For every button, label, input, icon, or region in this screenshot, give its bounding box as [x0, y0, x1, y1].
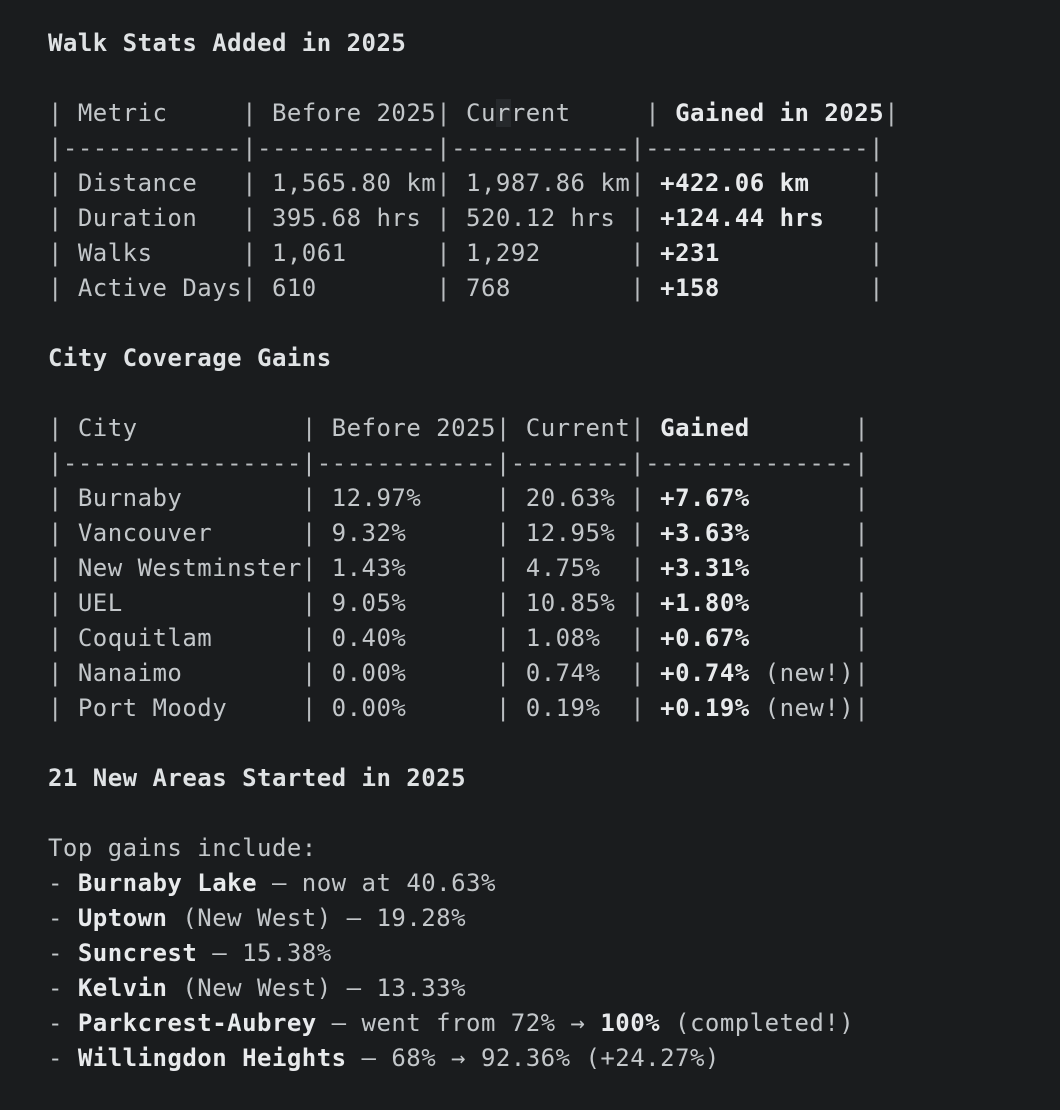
pipe: |: [630, 694, 661, 722]
cell-before: 0.00%: [331, 694, 496, 722]
cell-gained: +0.19%: [660, 694, 750, 722]
cell-metric: Duration: [77, 204, 243, 232]
pipe: |: [495, 659, 526, 687]
pipe: |: [854, 554, 870, 582]
area-detail: — went from 72% →: [331, 1009, 586, 1037]
cell-current: 10.85%: [525, 589, 631, 617]
bullet-marker: -: [48, 1009, 78, 1037]
pipe: |: [301, 484, 332, 512]
pipe: |: [630, 589, 661, 617]
cell-current: 20.63%: [525, 484, 631, 512]
pipe: |: [48, 204, 78, 232]
pipe: |: [630, 519, 661, 547]
pipe: |: [630, 624, 661, 652]
walk-stats-header-row: [48, 96, 1060, 131]
cell-current: 0.19%: [525, 694, 631, 722]
pipe: |: [301, 589, 332, 617]
table-row: [48, 516, 1060, 551]
pipe: |: [495, 694, 526, 722]
pipe: |: [854, 694, 870, 722]
pipe: |: [48, 659, 78, 687]
cell-metric: Walks: [77, 239, 243, 267]
pipe: |: [854, 414, 870, 442]
bullet-marker: -: [48, 869, 78, 897]
list-item: [48, 901, 1060, 936]
cell-gained: +0.74%: [660, 659, 750, 687]
pipe: |: [630, 484, 661, 512]
pipe: |: [645, 99, 676, 127]
pipe: |: [869, 169, 885, 197]
list-item: [48, 936, 1060, 971]
cell-city: New Westminster: [77, 554, 302, 582]
pipe: |: [48, 414, 78, 442]
city-col-city: City: [77, 414, 302, 442]
cell-gained: +422.06 km: [660, 169, 870, 197]
spacer: [48, 61, 1060, 96]
pipe: |: [436, 169, 467, 197]
pipe: |: [48, 99, 78, 127]
walk-stats-col-gained: Gained in 2025: [675, 99, 885, 127]
pipe: |: [630, 414, 661, 442]
spacer: [48, 376, 1060, 411]
pipe: |: [436, 274, 467, 302]
cell-before: 0.40%: [331, 624, 496, 652]
walk-stats-heading: Walk Stats Added in 2025: [48, 29, 407, 57]
pipe: |: [884, 99, 900, 127]
pipe: |: [436, 204, 467, 232]
cell-gained-note: [750, 589, 855, 617]
cell-city: Port Moody: [77, 694, 302, 722]
area-name: Kelvin: [77, 974, 183, 1002]
pipe: |: [48, 554, 78, 582]
list-item: [48, 866, 1060, 901]
city-coverage-rows: [48, 481, 1060, 726]
cell-metric: Distance: [77, 169, 243, 197]
cell-gained-note: (new!): [749, 694, 855, 722]
cell-current: 1.08%: [525, 624, 631, 652]
walk-stats-col-metric: Metric: [77, 99, 243, 127]
area-detail: (New West) — 19.28%: [182, 904, 467, 932]
pipe: |: [854, 624, 870, 652]
pipe: |: [301, 659, 332, 687]
cell-current: 0.74%: [525, 659, 631, 687]
cell-gained-note: [750, 554, 855, 582]
new-areas-list: [48, 866, 1060, 1076]
cell-gained-note: (new!): [749, 659, 855, 687]
cell-current: 12.95%: [525, 519, 631, 547]
cell-current: 4.75%: [525, 554, 631, 582]
cell-before: 1.43%: [331, 554, 496, 582]
pipe: |: [242, 99, 272, 127]
spacer: [48, 306, 1060, 341]
new-areas-heading: 21 New Areas Started in 2025: [48, 764, 467, 792]
area-detail: — 15.38%: [212, 939, 332, 967]
walk-stats-col-before: Before 2025: [271, 99, 437, 127]
pipe: |: [301, 554, 332, 582]
city-coverage-separator: |----------------|------------|--------|--------------|: [48, 449, 870, 477]
pipe: |: [301, 414, 332, 442]
pipe: |: [495, 414, 526, 442]
pipe: |: [630, 204, 661, 232]
area-detail-after: (completed!): [660, 1009, 855, 1037]
pipe: |: [869, 204, 885, 232]
cell-gained-note: [750, 624, 855, 652]
pipe: |: [48, 694, 78, 722]
pipe: |: [630, 169, 661, 197]
pipe: |: [48, 484, 78, 512]
pipe: |: [495, 624, 526, 652]
cell-city: Burnaby: [77, 484, 302, 512]
area-detail: (New West) — 13.33%: [182, 974, 467, 1002]
cell-before: 1,061: [271, 239, 437, 267]
cell-current: 1,987.86 km: [466, 169, 631, 197]
table-row: [48, 551, 1060, 586]
pipe: |: [495, 589, 526, 617]
spacer: [48, 726, 1060, 761]
cell-metric: Active Days: [77, 274, 243, 302]
cell-gained: +7.67%: [660, 484, 750, 512]
cell-gained: +3.31%: [660, 554, 750, 582]
cell-city: Nanaimo: [77, 659, 302, 687]
cell-gained-note: [750, 484, 855, 512]
cell-before: 395.68 hrs: [271, 204, 437, 232]
list-item: [48, 1041, 1060, 1076]
area-detail-strong: 100%: [585, 1009, 661, 1037]
cell-city: Coquitlam: [77, 624, 302, 652]
pipe: |: [869, 274, 885, 302]
cell-gained: +158: [660, 274, 870, 302]
cell-gained: +3.63%: [660, 519, 750, 547]
cell-current: 520.12 hrs: [466, 204, 631, 232]
pipe: |: [630, 554, 661, 582]
cell-before: 9.32%: [331, 519, 496, 547]
city-coverage-heading: City Coverage Gains: [48, 344, 332, 372]
cell-gained: +1.80%: [660, 589, 750, 617]
pipe: |: [301, 624, 332, 652]
pipe: |: [242, 239, 272, 267]
table-row: [48, 166, 1060, 201]
pipe: |: [242, 169, 272, 197]
cell-gained: +231: [660, 239, 870, 267]
area-detail: — 68% → 92.36% (+24.27%): [361, 1044, 720, 1072]
cell-before: 610: [271, 274, 437, 302]
pipe: |: [854, 659, 870, 687]
city-col-current: Current: [525, 414, 631, 442]
list-item: [48, 1006, 1060, 1041]
cell-current: 1,292: [466, 239, 631, 267]
spacer: [48, 796, 1060, 831]
pipe: |: [854, 519, 870, 547]
bullet-marker: -: [48, 1044, 78, 1072]
pipe: |: [869, 239, 885, 267]
cell-gained: +0.67%: [660, 624, 750, 652]
area-name: Burnaby Lake: [77, 869, 272, 897]
pipe: |: [48, 274, 78, 302]
text-cursor-cell: r: [495, 99, 511, 127]
bullet-marker: -: [48, 939, 78, 967]
table-row: [48, 201, 1060, 236]
pipe: |: [495, 554, 526, 582]
city-col-before: Before 2025: [331, 414, 496, 442]
table-row: [48, 236, 1060, 271]
city-coverage-header-row: [48, 411, 1060, 446]
table-row: [48, 621, 1060, 656]
current-label-a: Cu: [466, 99, 496, 127]
pipe: |: [630, 239, 661, 267]
pipe: |: [48, 239, 78, 267]
pipe: |: [495, 484, 526, 512]
area-name: Willingdon Heights: [77, 1044, 362, 1072]
walk-stats-rows: [48, 166, 1060, 306]
table-row: [48, 656, 1060, 691]
cell-city: Vancouver: [77, 519, 302, 547]
pipe: |: [630, 274, 661, 302]
pipe: |: [301, 519, 332, 547]
city-col-gained: Gained: [660, 414, 855, 442]
cell-before: 1,565.80 km: [271, 169, 437, 197]
walk-stats-col-current: [466, 99, 645, 127]
pipe: |: [48, 589, 78, 617]
pipe: |: [242, 204, 272, 232]
cell-gained: +124.44 hrs: [660, 204, 870, 232]
bullet-marker: -: [48, 904, 78, 932]
cell-city: UEL: [77, 589, 302, 617]
pipe: |: [436, 99, 467, 127]
bullet-marker: -: [48, 974, 78, 1002]
pipe: |: [495, 519, 526, 547]
table-row: [48, 481, 1060, 516]
pipe: |: [854, 589, 870, 617]
table-row: [48, 271, 1060, 306]
current-label-b: rent: [510, 99, 646, 127]
walk-stats-separator: |------------|------------|------------|---------------|: [48, 134, 885, 162]
area-name: Uptown: [77, 904, 183, 932]
area-name: Suncrest: [77, 939, 213, 967]
pipe: |: [854, 484, 870, 512]
cell-current: 768: [466, 274, 631, 302]
pipe: |: [48, 519, 78, 547]
cell-before: 9.05%: [331, 589, 496, 617]
cell-gained-note: [750, 519, 855, 547]
pipe: |: [48, 169, 78, 197]
pipe: |: [436, 239, 467, 267]
pipe: |: [630, 659, 661, 687]
cell-before: 0.00%: [331, 659, 496, 687]
pipe: |: [48, 624, 78, 652]
cell-before: 12.97%: [331, 484, 496, 512]
table-row: [48, 691, 1060, 726]
pipe: |: [242, 274, 272, 302]
pipe: |: [301, 694, 332, 722]
area-detail: — now at 40.63%: [271, 869, 496, 897]
list-item: [48, 971, 1060, 1006]
table-row: [48, 586, 1060, 621]
new-areas-intro: Top gains include:: [48, 834, 317, 862]
area-name: Parkcrest-Aubrey: [77, 1009, 332, 1037]
